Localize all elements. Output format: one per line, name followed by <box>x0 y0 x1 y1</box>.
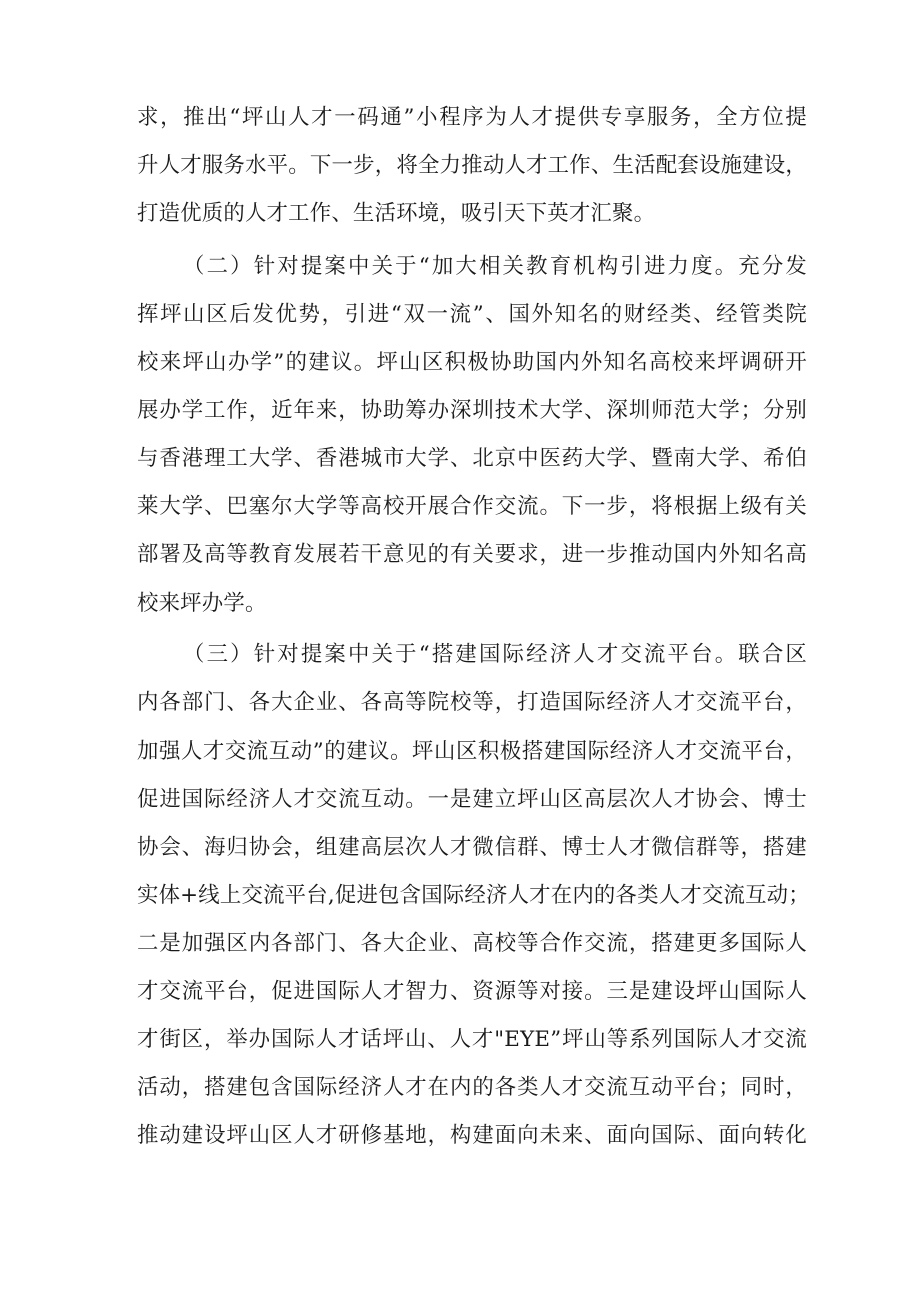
text-line: （二）针对提案中关于“加大相关教育机构引进力度。充分发 <box>183 254 807 279</box>
text-line: 部署及高等教育发展若干意见的有关要求，进一步推动国内外知名高 <box>137 542 807 567</box>
text-line: 打造优质的人才工作、生活环境，吸引天下英才汇聚。 <box>137 201 656 226</box>
text-line: 才街区，举办国际人才话坪山、人才"EYE”坪山等系列国际人才交流 <box>137 1027 807 1052</box>
text-line: 推动建设坪山区人才研修基地，构建面向未来、面向国际、面向转化 <box>137 1123 807 1148</box>
text-line: 活动，搭建包含国际经济人才在内的各类人才交流互动平台；同时， <box>137 1075 807 1100</box>
text-line: 升人才服务水平。下一步，将全力推动人才工作、生活配套设施建设， <box>137 153 807 178</box>
text-line: 内各部门、各大企业、各高等院校等，打造国际经济人才交流平台， <box>137 690 807 715</box>
text-line: 二是加强区内各部门、各大企业、高校等合作交流，搭建更多国际人 <box>137 931 807 956</box>
text-line: 与香港理工大学、香港城市大学、北京中医药大学、暨南大学、希伯 <box>137 446 807 471</box>
text-line: 促进国际经济人才交流互动。一是建立坪山区高层次人才协会、博士 <box>137 787 807 812</box>
text-line: 校来坪办学。 <box>137 591 267 616</box>
text-line: 莱大学、巴塞尔大学等高校开展合作交流。下一步，将根据上级有关 <box>137 494 807 519</box>
text-line: 实体+线上交流平台,促进包含国际经济人才在内的各类人才交流互动； <box>137 883 810 908</box>
text-line: （三）针对提案中关于“搭建国际经济人才交流平台。联合区 <box>183 642 807 667</box>
text-line: 校来坪山办学”的建议。坪山区积极协助国内外知名高校来坪调研开 <box>137 350 807 375</box>
text-line: 求，推出“坪山人才一码通”小程序为人才提供专享服务，全方位提 <box>137 105 807 130</box>
text-line: 协会、海归协会，组建高层次人才微信群、博士人才微信群等，搭建 <box>137 835 807 860</box>
text-line: 挥坪山区后发优势，引进“双一流”、国外知名的财经类、经管类院 <box>137 302 807 327</box>
text-line: 加强人才交流互动”的建议。坪山区积极搭建国际经济人才交流平台， <box>137 739 807 764</box>
text-line: 才交流平台，促进国际人才智力、资源等对接。三是建设坪山国际人 <box>137 979 807 1004</box>
text-line: 展办学工作，近年来，协助筹办深圳技术大学、深圳师范大学；分别 <box>137 398 807 423</box>
